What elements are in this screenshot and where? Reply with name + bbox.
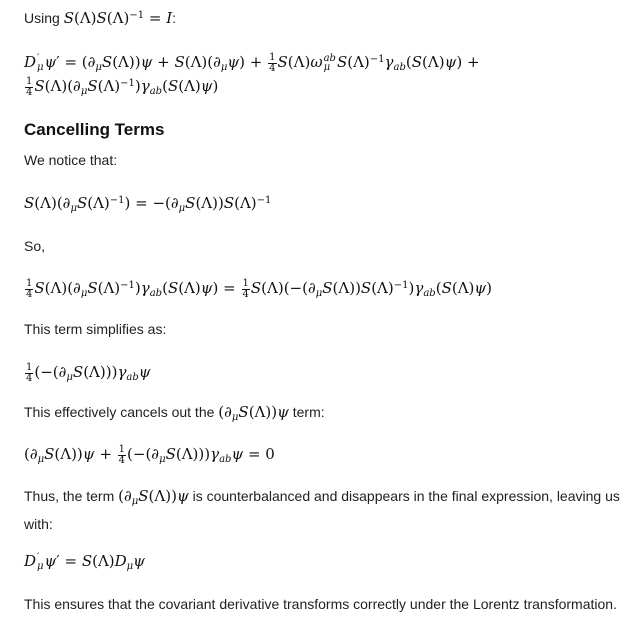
transform-equation-line-1-tail: + — [462, 53, 480, 71]
transform-equation-line-2: $\frac{1}{4}$ $S(\Lambda)(\partial_\mu S(\Lambda)^{-1})\gamma_{ab}(S(\Lambda)\psi)$ — [26, 75, 219, 98]
thus-paragraph — [24, 482, 624, 538]
cancel-equation: $(\partial_\mu S(\Lambda))\psi$ + $\frac{1}{4}$ $(-(\partial_\mu S(\Lambda)))\gamma_{ab}\psi = 0$ — [24, 443, 275, 466]
notice-paragraph: We notice that: — [24, 152, 118, 168]
transform-equation-line-1: D ′ μ $\psi' = (\partial_\mu S(\Lambda))\psi + S(\Lambda)(\partial_\mu\psi)$ + $\frac{1}{4}$ S(Λ)ω ab μ $S(\Lambda)^{-1}\gamma_{ab}(S(\Lambda)\psi)$ + — [24, 51, 480, 74]
cancel-paragraph — [24, 398, 624, 426]
simplifies-paragraph: This term simplifies as: — [24, 321, 167, 337]
section-heading: Cancelling Terms — [24, 120, 165, 139]
final-equation: D ′ μ $\psi' = S(\Lambda)D_\mu\psi$ — [24, 552, 145, 572]
identity-formula: $S(\Lambda)S(\Lambda)^{-1} = I$ — [63, 9, 173, 27]
simplified-equation: $\frac{1}{4}$ $(-(\partial_\mu S(\Lambda)))\gamma_{ab}\psi$ — [26, 361, 151, 384]
intro-paragraph: Using $S(\Lambda)S(\Lambda)^{-1} = I$: — [24, 9, 177, 27]
substitution-equation: $\frac{1}{4}$ $S(\Lambda)(\partial_\mu S(\Lambda)^{-1})\gamma_{ab}(S(\Lambda)\psi)$ = $\frac{1}{4}$ $S(\Lambda)(-(\partial_\mu S(\Lambda))S(\Lambda)^{-1})\gamma_{ab}(S(\Lambda)\psi)$ — [26, 277, 493, 300]
cancel-inline-formula: $(\partial_\mu S(\Lambda))\psi$ — [218, 403, 289, 423]
thus-suffix: is counterbalanced and disappears in the final expression, leaving us with: — [24, 488, 620, 532]
thus-prefix: Thus, the term — [24, 488, 119, 504]
cancel-suffix: term: — [288, 404, 325, 420]
intro-prefix: Using — [24, 10, 64, 26]
notice-equation: $S(\Lambda)(\partial_\mu S(\Lambda)^{-1}) = -(\partial_\mu S(\Lambda))S(\Lambda)^{-1}$ — [24, 194, 272, 214]
final-paragraph: This ensures that the covariant derivative transforms correctly under the Lorentz transformation. — [24, 596, 617, 612]
so-paragraph: So, — [24, 238, 46, 254]
cancel-prefix: This effectively cancels out the — [24, 404, 219, 420]
thus-inline-formula: $(\partial_\mu S(\Lambda))\psi$ — [118, 487, 189, 507]
